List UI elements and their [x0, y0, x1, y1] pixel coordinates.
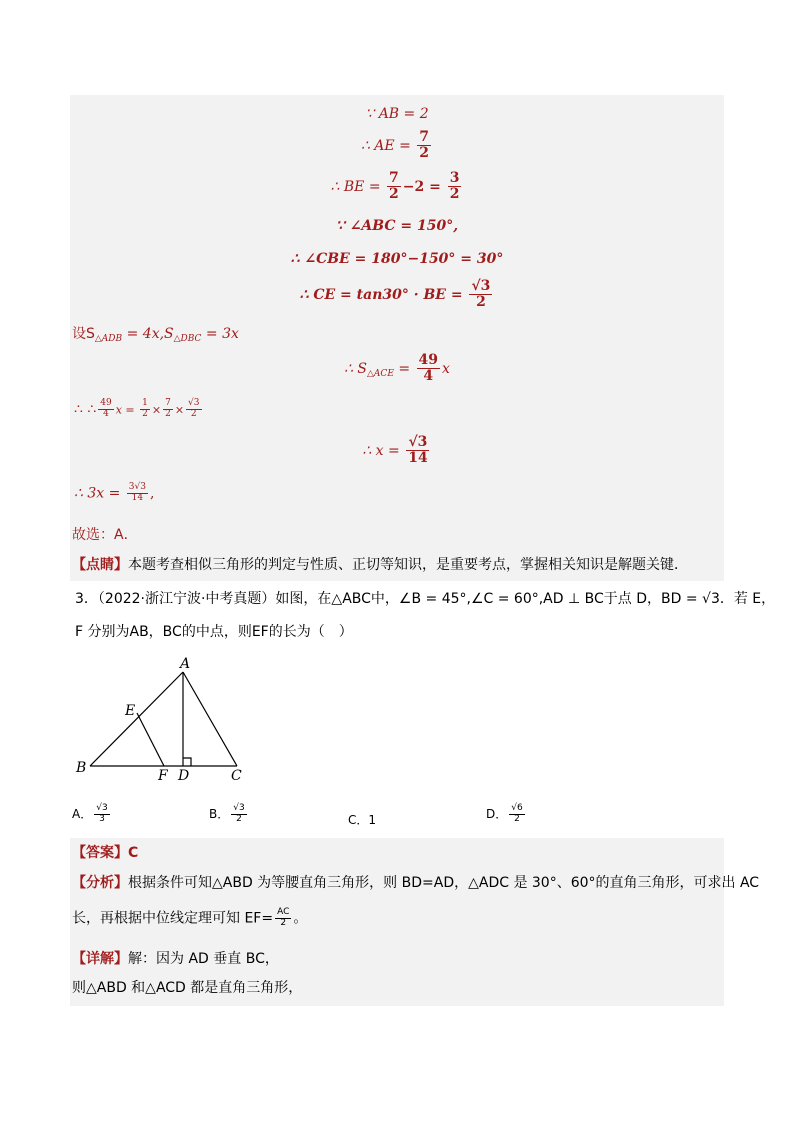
triangle-diagram — [70, 652, 260, 784]
solution-line-2: ∴ AE = $\frac{7}{2}$ — [360, 129, 430, 162]
label-e: E — [125, 703, 136, 719]
solution-line-9: ∴ ∴ $\frac{49}{4}$ x = $\frac{1}{2}$ × $\frac{7}{2}$ × $\frac{√3}{2}$ — [74, 398, 200, 419]
label-c: C — [231, 768, 242, 784]
option-c[interactable]: C．1 — [348, 813, 377, 827]
detail-line-2: 则△ABD 和△ACD 都是直角三角形， — [72, 980, 303, 996]
solution-line-8: ∴ $S_{\triangle ACE}$ = $\frac{49}{4}$ x — [344, 352, 450, 385]
solution-line-7: 设$S_{\triangle ADB} = 4x,S_{\triangle DBC} = 3x$ — [72, 326, 239, 344]
option-d[interactable]: D． $\frac{√6}{2}$ — [486, 803, 523, 824]
question-line-1: 3．（2022·浙江宁波·中考真题）如图，在△ABC中，∠B = 45°,∠C = 60°,AD ⊥ BC于点 D，BD = √3．若 E， — [75, 591, 776, 607]
analysis-line-2: 长，再根据中位线定理可知 EF= $\frac{AC}{2}$ 。 — [72, 907, 308, 928]
label-b: B — [76, 760, 87, 776]
side-ac — [183, 672, 237, 766]
segment-ef — [137, 713, 164, 766]
detail-line-1: 【详解】解：因为 AD 垂直 BC， — [72, 951, 279, 967]
answer-line: 【答案】C — [72, 845, 139, 861]
solution-box — [70, 95, 724, 581]
label-d: D — [178, 768, 190, 784]
question-line-2: F 分别为AB，BC的中点，则EF的长为（ ） — [75, 624, 353, 640]
label-a: A — [180, 656, 191, 672]
analysis-line-1: 【分析】根据条件可知△ABD 为等腰直角三角形，则 BD=AD，△ADC 是 30°、60°的直角三角形，可求出 AC — [72, 875, 760, 891]
right-angle-mark — [183, 758, 191, 766]
solution-line-1: ∵ AB = 2 — [365, 106, 429, 122]
side-ab — [90, 672, 183, 766]
solution-line-3: ∴ BE = $\frac{7}{2}$ −2 = $\frac{3}{2}$ — [330, 170, 460, 203]
option-b[interactable]: B． $\frac{√3}{2}$ — [209, 803, 245, 824]
solution-line-10: ∴ x = $\frac{√3}{14}$ — [362, 434, 428, 467]
solution-line-6: ∴ CE = tan30° · BE = $\frac{√3}{2}$ — [299, 278, 491, 311]
solution-line-4: ∵ ∠ABC = 150°, — [335, 218, 459, 234]
solution-line-11: ∴ 3x = $\frac{3√3}{14}$ , — [74, 482, 155, 503]
solution-choice: 故选：A． — [72, 527, 138, 543]
label-f: F — [158, 768, 168, 784]
solution-comment: 【点睛】本题考查相似三角形的判定与性质、正切等知识，是重要考点，掌握相关知识是解题关键． — [72, 557, 688, 573]
answer-box — [70, 838, 760, 1006]
option-a[interactable]: A． $\frac{√3}{3}$ — [72, 803, 108, 824]
solution-line-5: ∴ ∠CBE = 180°−150° = 30° — [290, 251, 504, 267]
